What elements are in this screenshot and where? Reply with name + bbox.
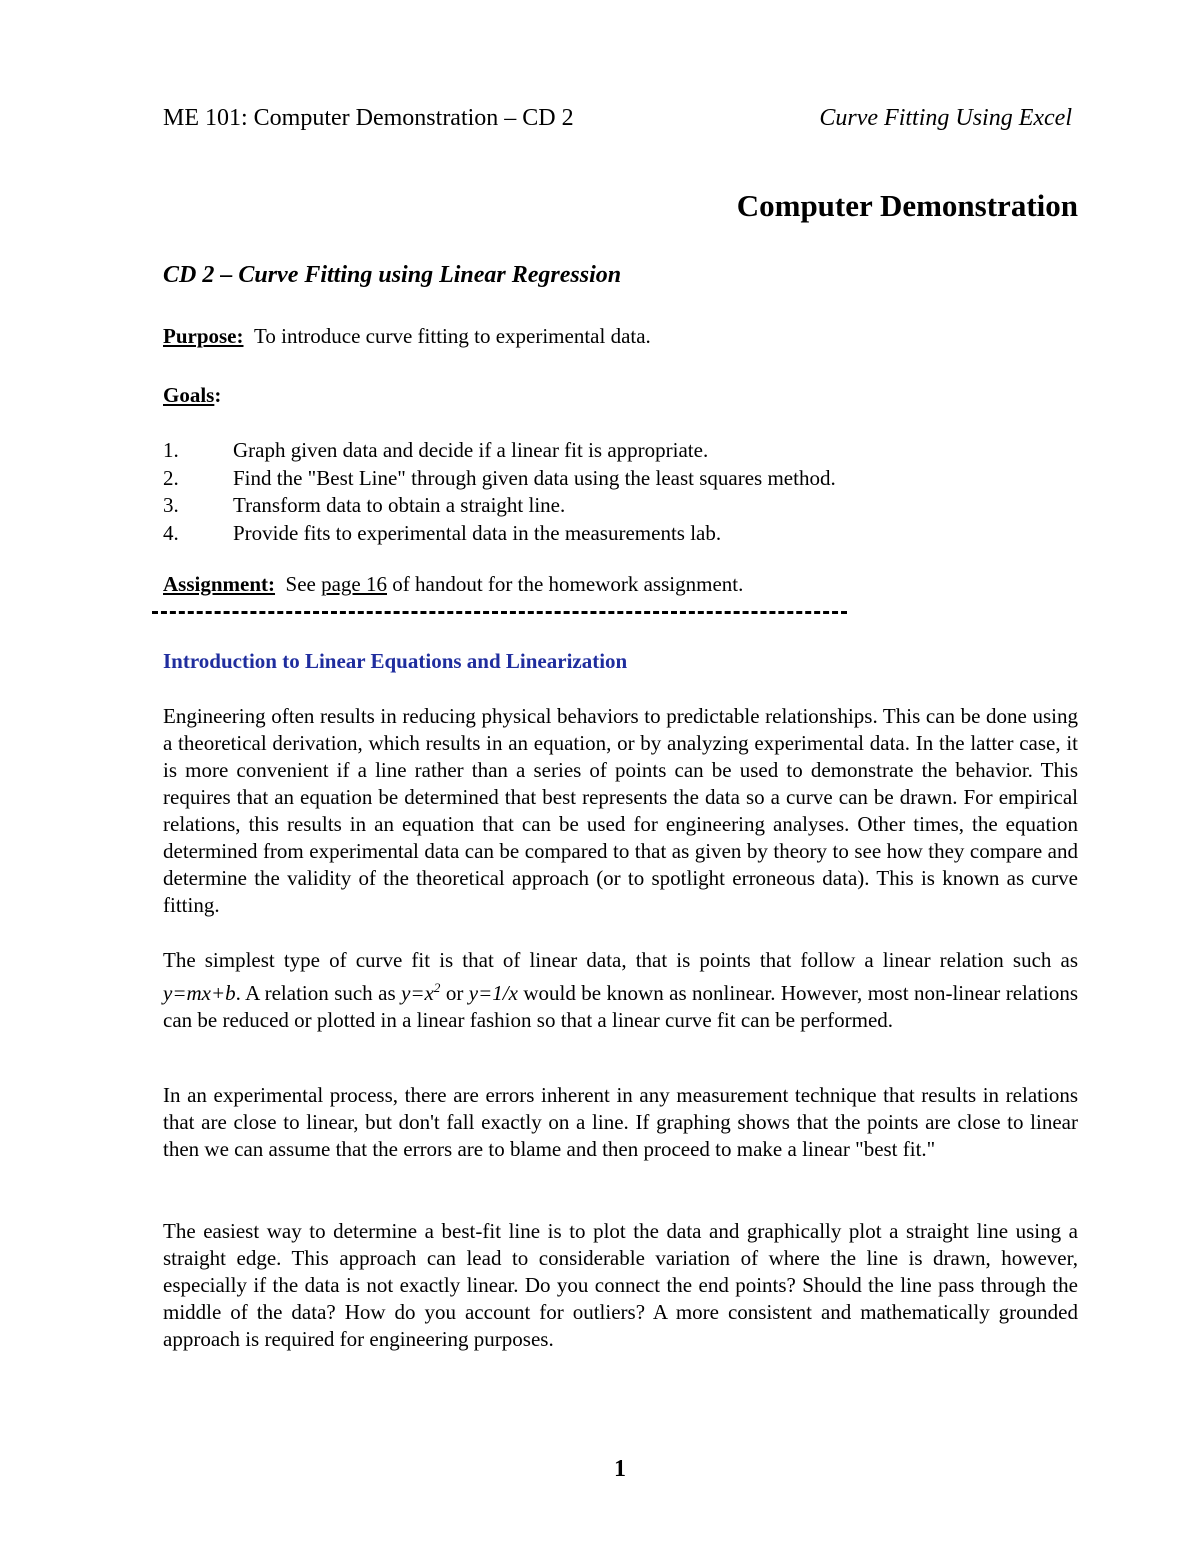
section-title: CD 2 – Curve Fitting using Linear Regression (163, 262, 622, 288)
list-item (163, 437, 836, 465)
equation-quadratic-base: y=x (401, 981, 434, 1005)
goals-heading (163, 383, 221, 408)
purpose-text: To introduce curve fitting to experimental data. (254, 324, 651, 348)
header-topic: Curve Fitting Using Excel (819, 105, 1072, 131)
intro-heading: Introduction to Linear Equations and Linearization (163, 649, 628, 673)
goals-colon: : (214, 383, 222, 407)
paragraph-best-fit-line: The easiest way to determine a best-fit line is to plot the data and graphically plot a straight line using a straight edge. This approach can lead to considerable variation of where the line is drawn, however, especially if the data is not exactly linear. Do you connect the end points? Should the line pass through the middle of the data? How do you account for outliers? A more consistent and mathematically grounded approach is required for engineering purposes. (163, 1219, 1078, 1351)
list-item-number: 4. (163, 520, 179, 545)
assignment-label: Assignment: (163, 572, 276, 596)
list-item-text: Graph given data and decide if a linear fit is appropriate. (233, 438, 709, 462)
list-item (163, 492, 836, 520)
list-item-number: 3. (163, 493, 179, 517)
p2-text-b: . A relation such as (235, 981, 396, 1005)
paragraph-linear-fit (163, 947, 1078, 1034)
paragraph-experimental-errors: In an experimental process, there are errors inherent in any measurement technique that results in relations that are close to linear, but don't fall exactly on a line. If graphing shows that the points are close to linear then we can assume that the errors are to blame and then proceed to make a linear "best fit." (163, 1083, 1078, 1161)
list-item-text: Provide fits to experimental data in the measurements lab. (233, 520, 722, 545)
equation-linear: y=mx+b (163, 981, 236, 1005)
document-title: Computer Demonstration (736, 188, 1078, 223)
paragraph-intro: Engineering often results in reducing physical behaviors to predictable relationships. This can be done using a theoretical derivation, which results in an equation, or by analyzing experimental data. In the latter case, it is more convenient if a line rather than a series of points can be used to demonstrate the behavior. This requires that an equation be determined that best represents the data so a curve can be drawn. For empirical relations, this results in an equation that can be used for engineering analyses. Other times, the equation determined from experimental data can be compared to that as given by theory to see how they compare and determine the validity of the theoretical approach (or to spotlight erroneous data). This is known as curve fitting. (163, 704, 1078, 917)
header-course-title: ME 101: Computer Demonstration – CD 2 (163, 105, 574, 131)
goals-list (163, 437, 836, 547)
dashed-divider (152, 611, 847, 614)
equation-quadratic (401, 981, 440, 1005)
page-number: 1 (614, 1456, 626, 1482)
equation-reciprocal: y=1/x (468, 981, 518, 1005)
goals-label: Goals (163, 383, 215, 407)
list-item (163, 465, 836, 493)
assignment-post: of handout for the homework assignment. (392, 572, 744, 596)
list-item-number: 1. (163, 438, 179, 462)
p2-text-a: The simplest type of curve fit is that of linear data, that is points that follow a linear relation such as (163, 948, 1078, 972)
page-16-link[interactable]: page 16 (321, 572, 387, 596)
list-item-text: Transform data to obtain a straight line. (233, 493, 566, 517)
list-item-text: Find the "Best Line" through given data using the least squares method. (233, 465, 836, 490)
list-item-number: 2. (163, 465, 179, 490)
assignment-line (163, 572, 743, 597)
p2-text-d: would be known as nonlinear. However, most non-linear relations can be reduced or plotted in a linear fashion so that a linear curve fit can be performed. (163, 981, 1079, 1032)
equation-quadratic-exponent: 2 (433, 980, 441, 995)
purpose-line (163, 324, 651, 349)
p2-text-c: or (445, 981, 464, 1005)
purpose-label: Purpose: (163, 324, 244, 348)
assignment-pre: See (285, 572, 316, 596)
list-item (163, 520, 836, 548)
